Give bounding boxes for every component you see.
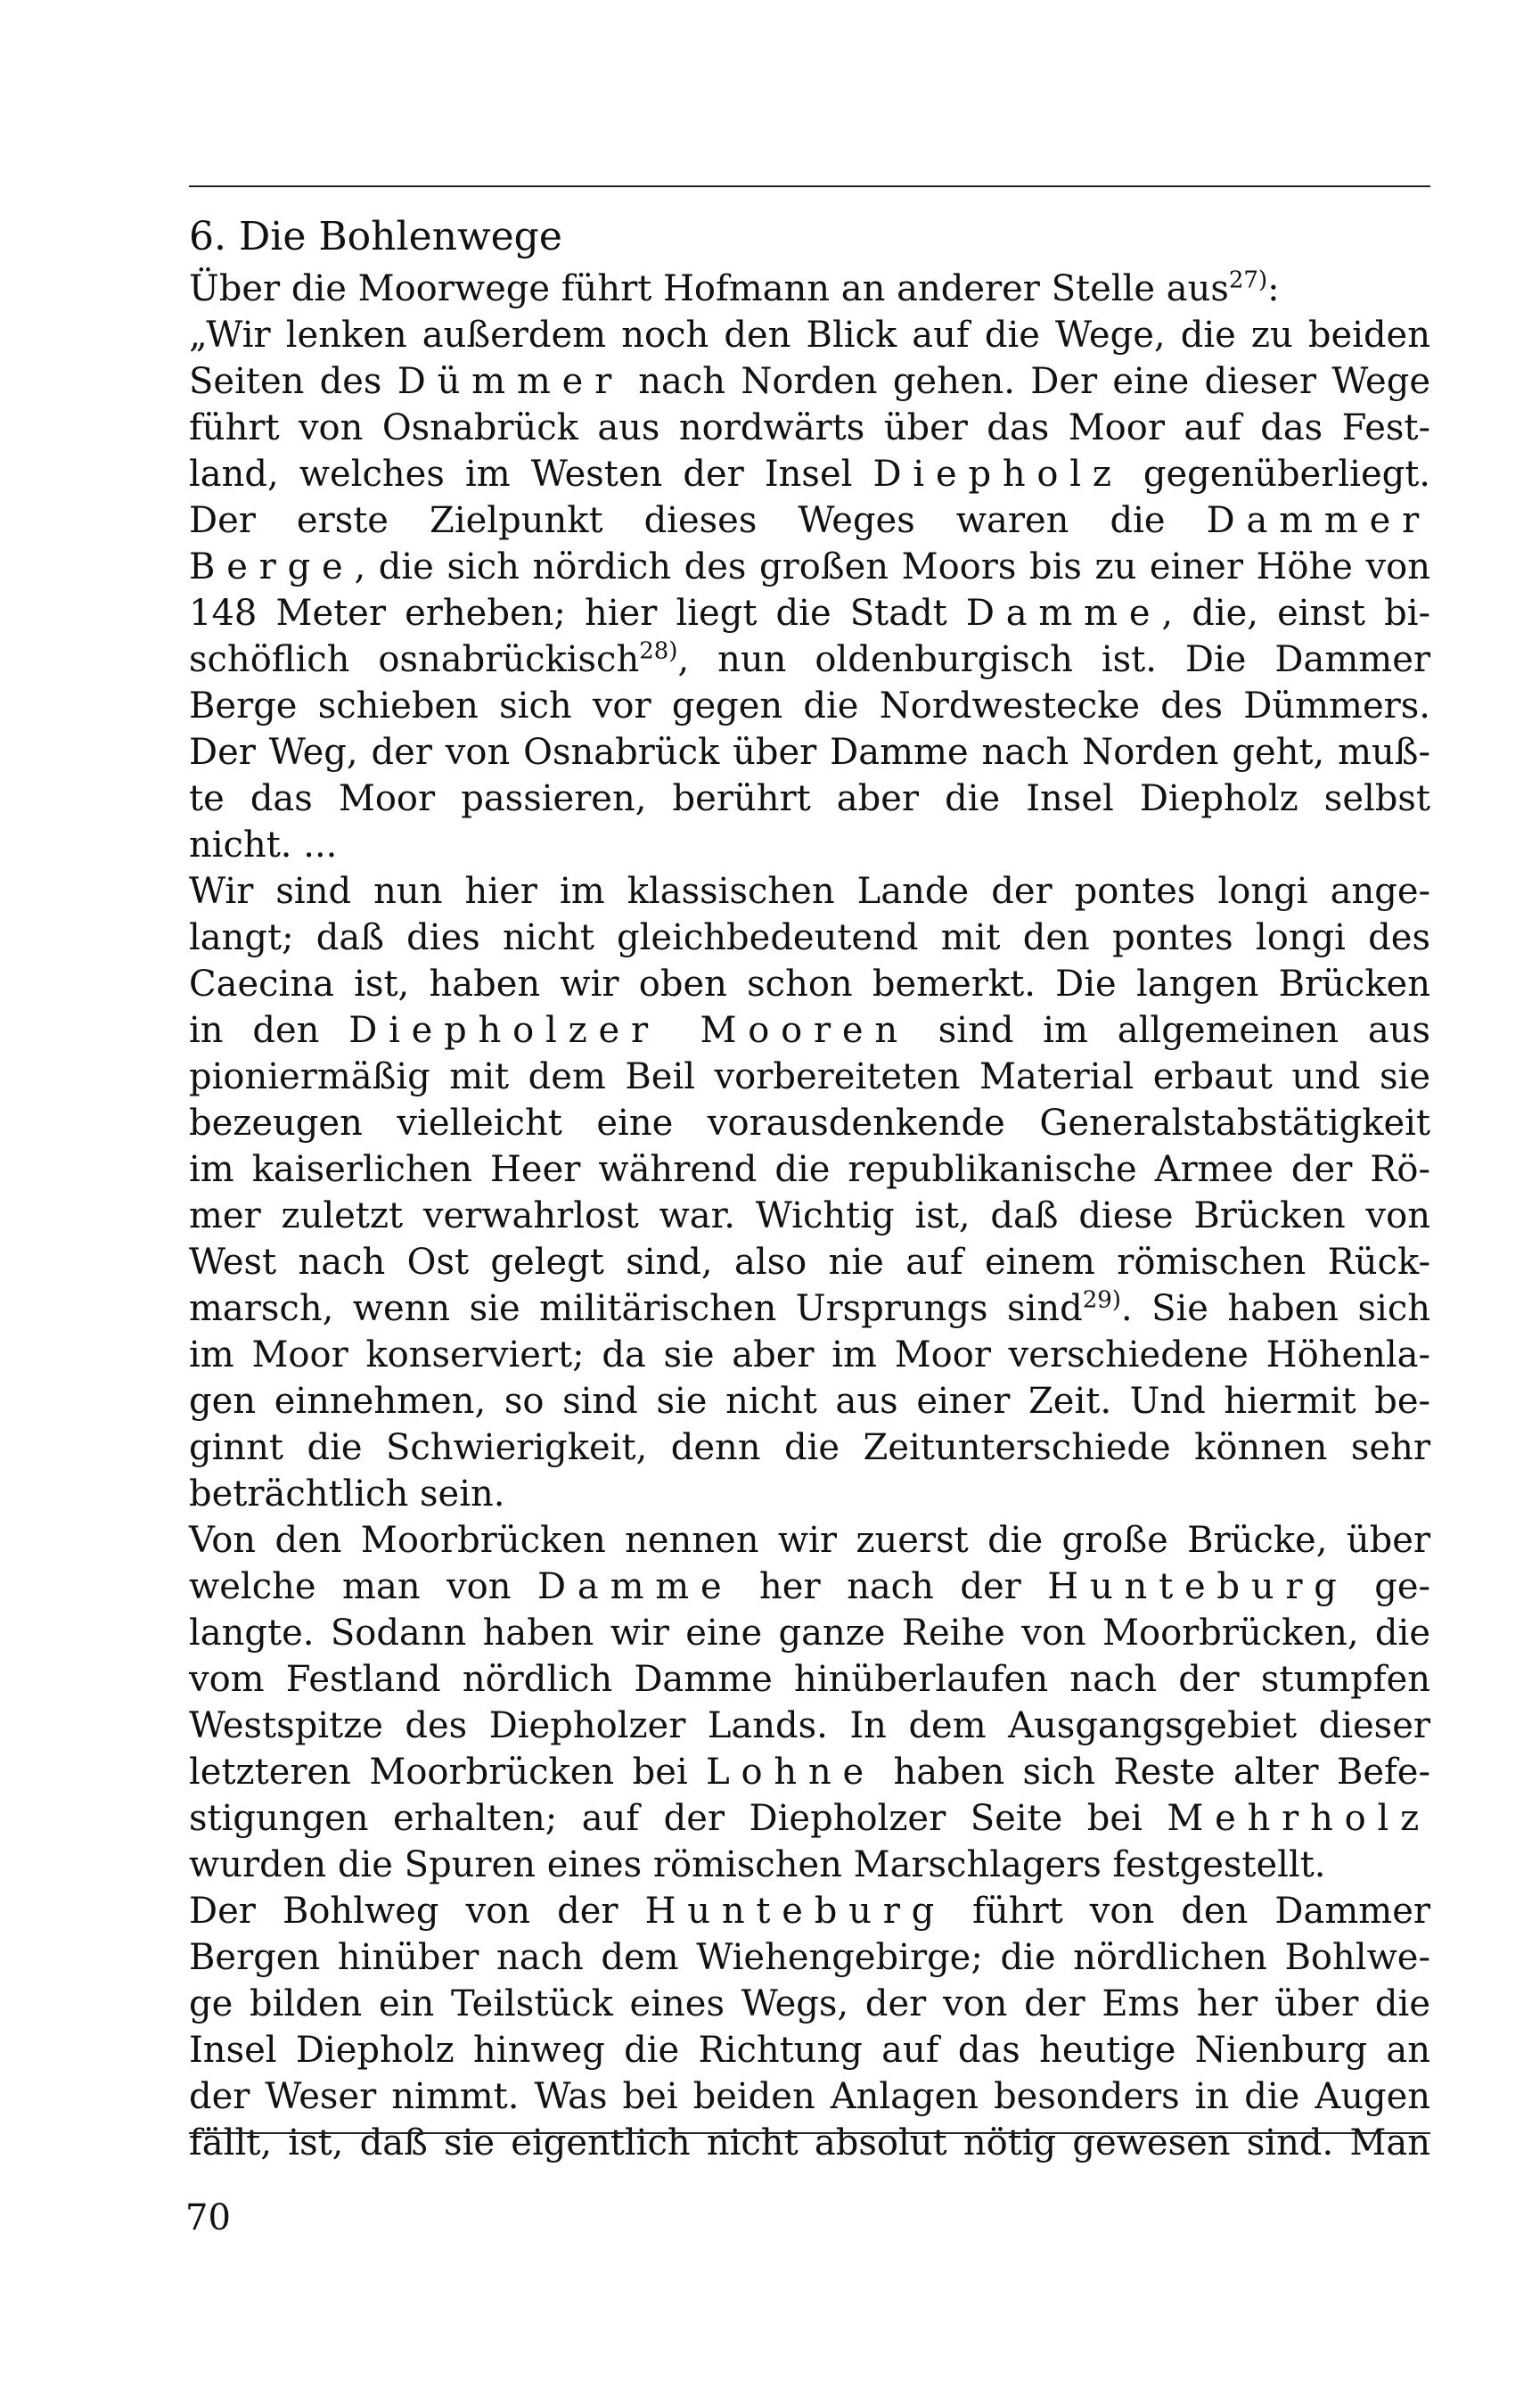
bottom-rule <box>189 2132 1430 2134</box>
text-line: Seiten des Dümmer nach Norden gehen. Der eine dieser Wege <box>189 361 1430 402</box>
spaced-name: Dümmer <box>397 361 624 402</box>
text-line: schöflich osnabrückisch$^{28)}$, nun oldenburgisch ist. Die Dammer <box>189 637 1430 680</box>
text-line: Der Weg, der von Osnabrück über Damme nach Norden geht, muß- <box>189 732 1430 773</box>
text-line: West nach Ost gelegt sind, also nie auf einem römischen Rück- <box>189 1242 1430 1283</box>
spaced-name: Berge <box>189 546 355 587</box>
text-line: letzteren Moorbrücken bei Lohne haben sich Reste alter Befe- <box>189 1752 1430 1793</box>
text-line: Von den Moorbrücken nennen wir zuerst die große Brücke, über <box>189 1520 1430 1561</box>
text-line: der Weser nimmt. Was bei beiden Anlagen besonders in die Augen <box>189 2076 1430 2117</box>
text-line: Über die Moorwege führt Hofmann an anderer Stelle aus$^{27)}$: <box>189 267 1280 309</box>
text-line: marsch, wenn sie militärischen Ursprungs sind$^{29)}$. Sie haben sich <box>189 1286 1430 1329</box>
text-line: Westspitze des Diepholzer Lands. In dem Ausgangsgebiet dieser <box>189 1705 1430 1746</box>
text-line: land, welches im Westen der Insel Diepholz gegenüberliegt. <box>189 454 1431 495</box>
spaced-name: Hunteburg <box>1047 1566 1348 1607</box>
text-line: wurden die Spuren eines römischen Marschlagers festgestellt. <box>189 1844 1326 1885</box>
text-line: nicht. ... <box>189 825 338 866</box>
text-line: Berge schieben sich vor gegen die Nordwestecke des Dümmers. <box>189 686 1430 727</box>
spaced-name: Diepholzer Mooren <box>348 1010 909 1051</box>
text-line: Wir sind nun hier im klassischen Lande der pontes longi ange- <box>189 871 1430 912</box>
text-line: in den Diepholzer Mooren sind im allgemeinen aus <box>189 1010 1431 1051</box>
footnote-ref: 28) <box>639 637 678 665</box>
text-line: ginnt die Schwierigkeit, denn die Zeitunterschiede können sehr <box>189 1427 1430 1468</box>
spaced-name: Diepholz <box>872 454 1123 495</box>
text-line: „Wir lenken außerdem noch den Blick auf die Wege, die zu beiden <box>189 315 1430 356</box>
text-line: pioniermäßig mit dem Beil vorbereiteten Material erbaut und sie <box>189 1056 1430 1097</box>
text-line: bezeugen vielleicht eine vorausdenkende Generalstabstätigkeit <box>189 1103 1430 1144</box>
text-line: stigungen erhalten; auf der Diepholzer Seite bei Mehrholz <box>189 1798 1430 1839</box>
text-line: fällt, ist, daß sie eigentlich nicht absolut nötig gewesen sind. Man <box>189 2122 1430 2163</box>
text-line: langt; daß dies nicht gleichbedeutend mit den pontes longi des <box>189 917 1430 958</box>
text-line: Der erste Zielpunkt dieses Weges waren die Dammer <box>189 500 1431 541</box>
text-line: führt von Osnabrück aus nordwärts über das Moor auf das Fest- <box>189 407 1430 448</box>
spaced-name: Damme <box>965 593 1162 634</box>
text-line: Berge, die sich nördich des großen Moors bis zu einer Höhe von <box>189 546 1430 587</box>
text-line: beträchtlich sein. <box>189 1474 505 1515</box>
text-line: Der Bohlweg von der Hunteburg führt von den Dammer <box>189 1891 1430 1932</box>
text-line: im kaiserlichen Heer während die republikanische Armee der Rö- <box>189 1149 1430 1190</box>
text-line: Caecina ist, haben wir oben schon bemerkt. Die langen Brücken <box>189 964 1430 1005</box>
text-line: langte. Sodann haben wir eine ganze Reihe von Moorbrücken, die <box>189 1613 1430 1654</box>
spaced-name: Hunteburg <box>644 1891 946 1932</box>
text-line: ge bilden ein Teilstück eines Wegs, der von der Ems her über die <box>189 1983 1430 2024</box>
page-number: 70 <box>185 2197 231 2238</box>
footnote-ref: 29) <box>1082 1286 1121 1314</box>
text-line: te das Moor passieren, berührt aber die Insel Diepholz selbst <box>189 778 1430 819</box>
text-line: im Moor konserviert; da sie aber im Moor verschiedene Höhenla- <box>189 1334 1430 1375</box>
text-line: Insel Diepholz hinweg die Richtung auf das heutige Nienburg an <box>189 2030 1430 2071</box>
body-text <box>189 266 1430 2166</box>
text-line: gen einnehmen, so sind sie nicht aus einer Zeit. Und hiermit be- <box>189 1381 1430 1422</box>
text-line: welche man von Damme her nach der Hunteburg ge- <box>189 1566 1431 1607</box>
spaced-name: Damme <box>537 1566 733 1607</box>
spaced-name: Dammer <box>1206 500 1431 541</box>
section-heading: 6. Die Bohlenwege <box>189 214 562 259</box>
spaced-name: Mehrholz <box>1167 1798 1430 1839</box>
spaced-name: Lohne <box>706 1752 875 1793</box>
top-rule <box>189 185 1430 187</box>
footnote-ref: 27) <box>1228 267 1268 294</box>
text-line: vom Festland nördlich Damme hinüberlaufen nach der stumpfen <box>189 1659 1430 1700</box>
text-line: 148 Meter erheben; hier liegt die Stadt Damme, die, einst bi- <box>189 593 1431 634</box>
text-line: Bergen hinüber nach dem Wiehengebirge; die nördlichen Bohlwe- <box>189 1937 1430 1978</box>
text-line: mer zuletzt verwahrlost war. Wichtig ist, daß diese Brücken von <box>189 1195 1430 1236</box>
